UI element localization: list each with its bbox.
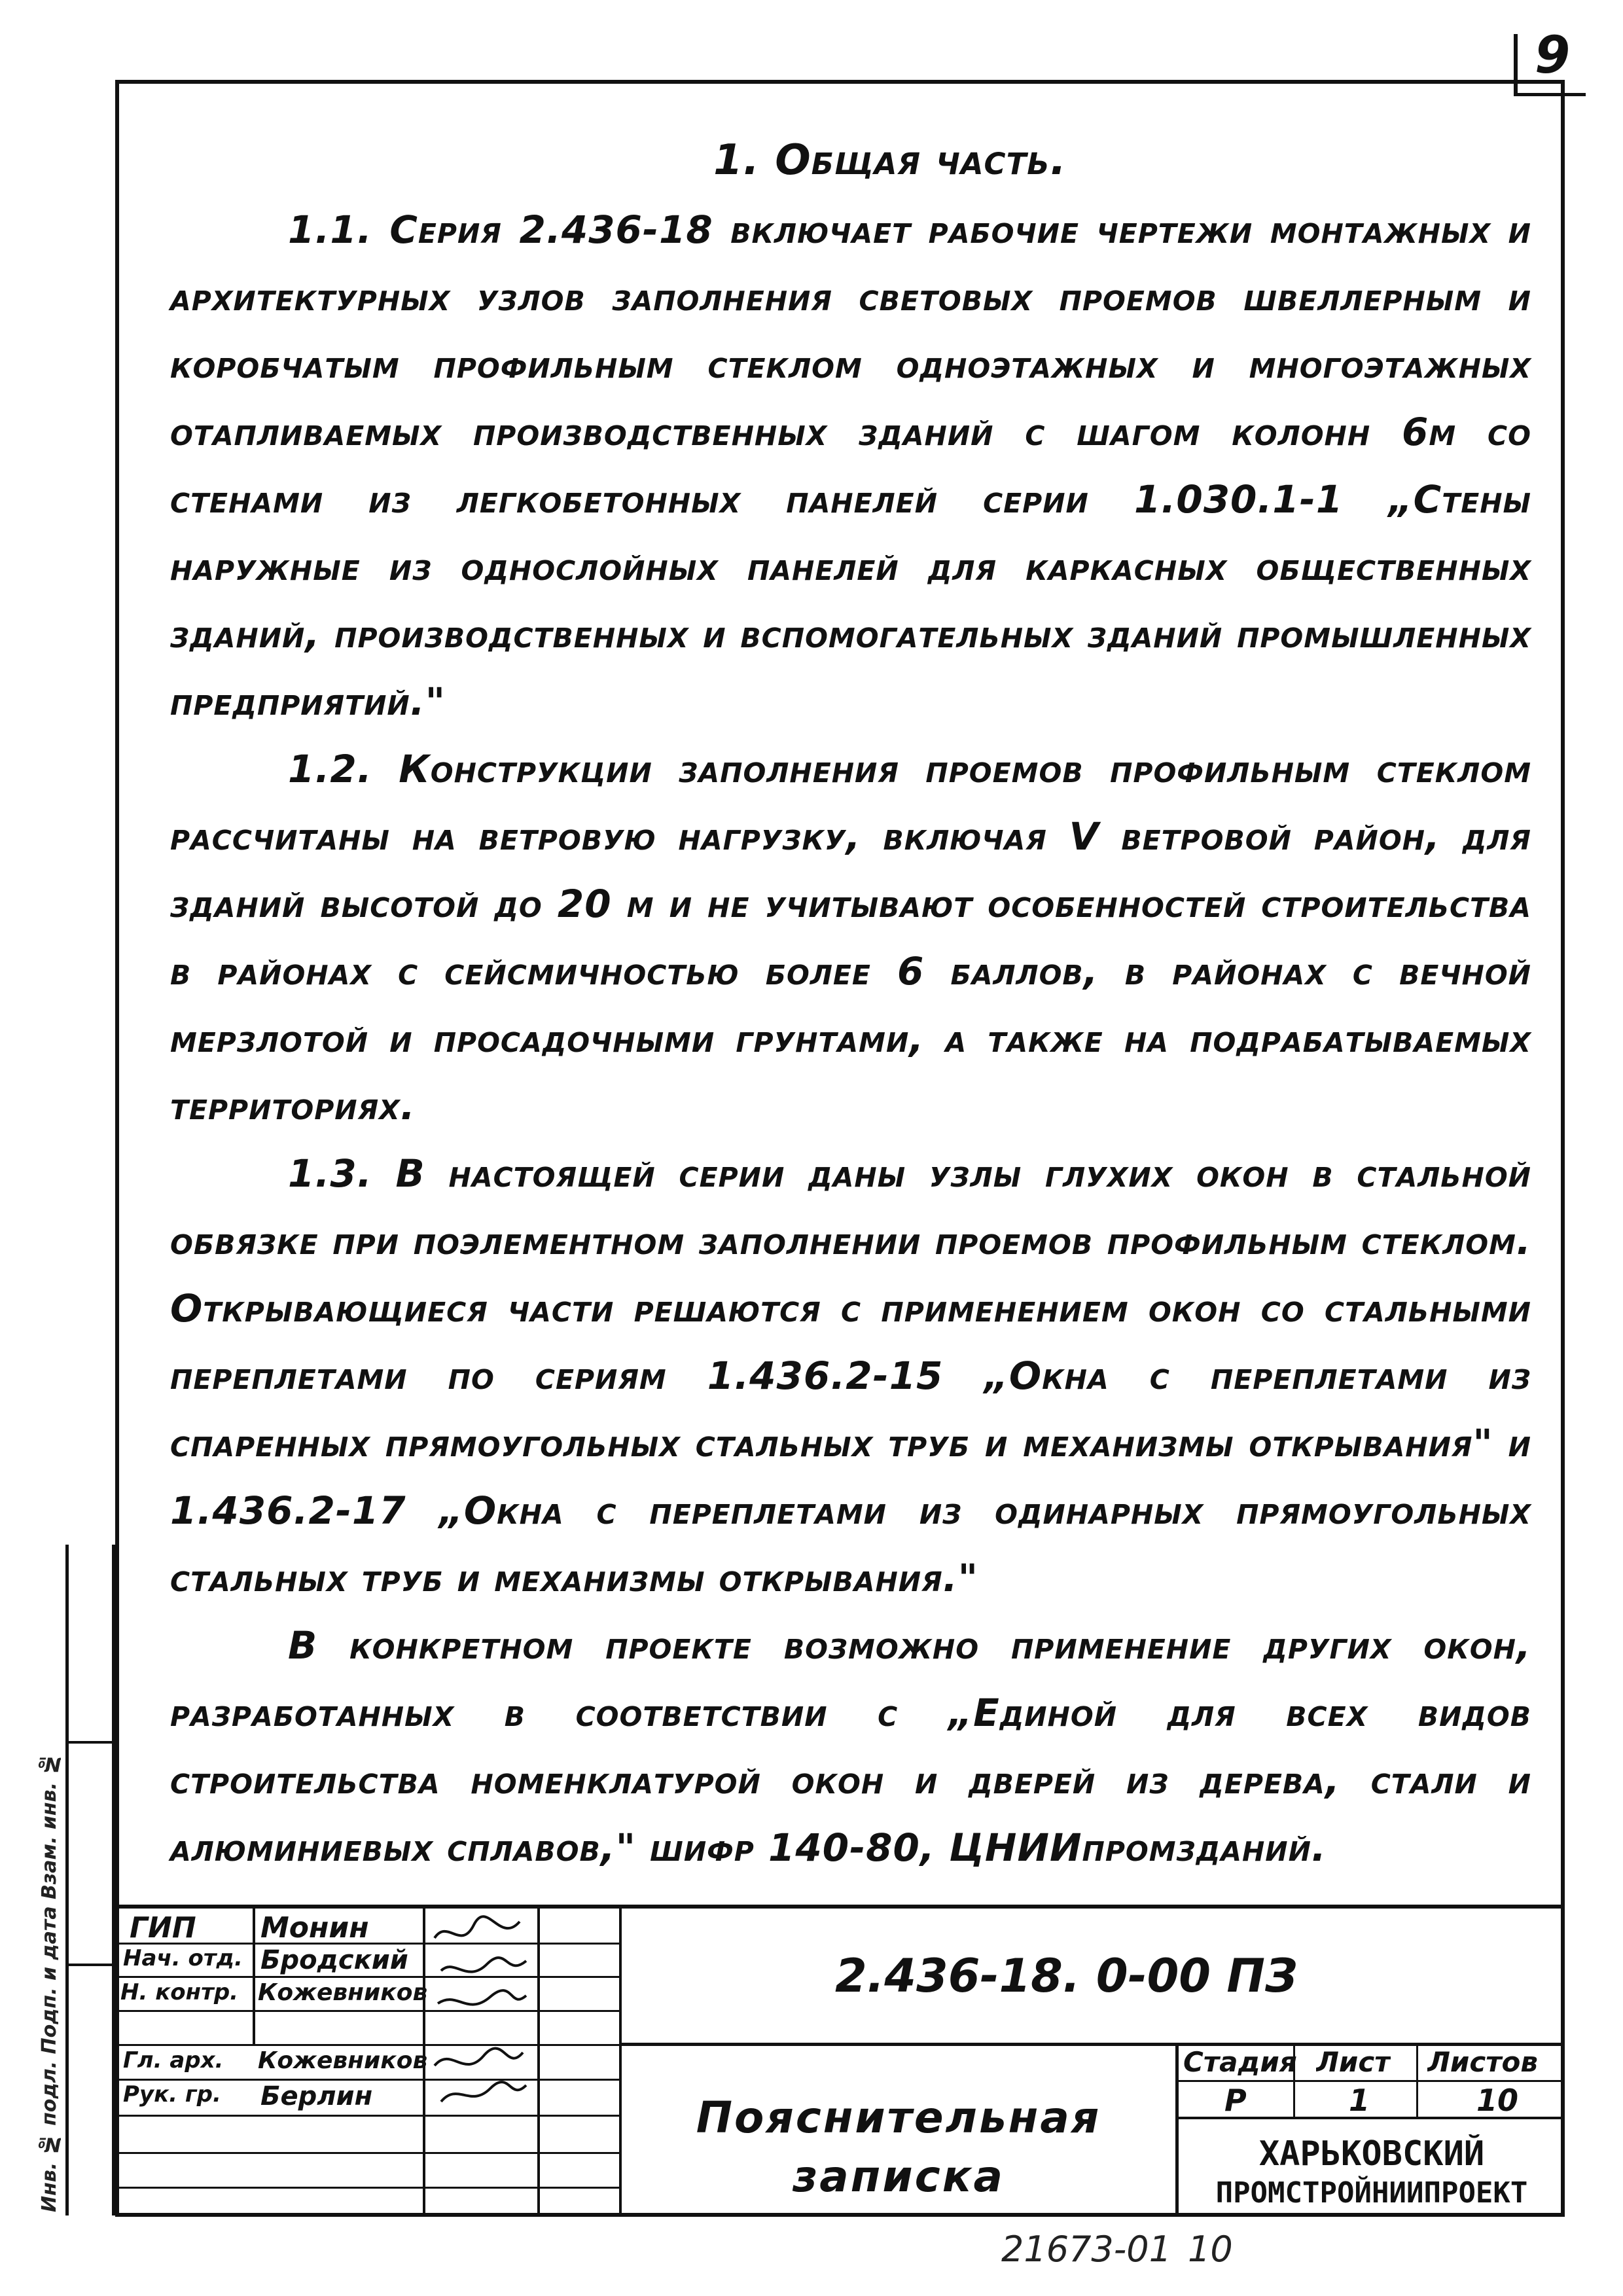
tb-line [1416,2043,1418,2119]
tb-line [115,1909,118,2217]
organization-line1: ХАРЬКОВСКИЙ [1258,2134,1485,2174]
name-group-lead: Берлин [260,2081,373,2111]
tb-line [115,2152,622,2154]
paragraph-1-1: 1.1. Серия 2.436-18 включает рабочие чертежи монтажных и архитектурных узлов заполнения световых проемов швеллерным и коробчатым профильным стеклом одноэтажных и многоэтажных отапливаемых производственных зданий с шагом колонн 6м со стенами из легкобетонных панелей серии 1.030.1-1 „Стены наружные из однослойных панелей для каркасных общественных зданий, производственных и вспомогательных зданий промышленных предприятий." [170,207,1531,724]
organization-line2: ПРОМСТРОЙНИИПРОЕКТ [1215,2176,1528,2210]
paragraph-1-2: 1.2. Конструкции заполнения проемов профильным стеклом рассчитаны на ветровую нагрузку, включая V ветровой район, для зданий высотой до 20 м и не учитывают особенностей строительства в районах с сейсмичностью более 6 баллов, в районах с вечной мерзлотой и просадочными грунтами, а также на подрабатываемых территориях. [170,747,1531,1128]
tb-line [115,2044,622,2046]
paragraph-1-3: 1.3. В настоящей серии даны узлы глухих окон в стальной обвязке при поэлементном заполнении проемов профильным стеклом. Открывающиеся части решаются с применением окон со стальными переплетами по сериям 1.436.2-15 „Окна с переплетами из спаренных прямоугольных стальных труб и механизмы открывания" и 1.436.2-17 „Окна с переплетами из одинарных прямоугольных стальных труб и механизмы открывания." [170,1151,1531,1600]
tb-line [1179,2080,1565,2082]
document-title-line1: Пояснительная [696,2092,1101,2143]
tb-line [622,2043,1565,2046]
tb-line [115,2187,622,2189]
tb-line [115,2010,622,2012]
stage-value: Р [1224,2083,1247,2118]
sheet-header: Лист [1316,2046,1391,2078]
tb-line [115,1976,622,1978]
sheets-header: Листов [1427,2046,1538,2078]
signatures-drawing [428,1912,533,2115]
name-dept-head: Бродский [260,1945,408,1975]
name-chief-architect: Кожевников [258,2047,428,2074]
tb-line [537,1909,540,2217]
tb-line [115,2079,622,2081]
role-gip: ГИП [130,1911,196,1945]
sheets-value: 10 [1476,2083,1519,2118]
document-title-line2: записка [792,2151,1005,2202]
name-gip: Монин [260,1911,369,1945]
role-group-lead: Рук. гр. [123,2081,221,2108]
binding-strip-text: Инв. № подл. Подп. и дата Взам. инв. № [38,1752,61,2212]
section-heading: 1. Общая часть. [713,136,1067,185]
name-norm-control: Кожевников [258,1979,428,2006]
role-chief-architect: Гл. арх. [123,2047,224,2073]
role-norm-control: Н. контр. [120,1979,239,2005]
page-number: 9 [1535,26,1571,85]
title-block [115,1905,1565,2217]
sheet-value: 1 [1349,2083,1370,2118]
role-dept-head: Нач. отд. [123,1945,243,1971]
paragraph-specific-project: В конкретном проекте возможно применение других окон, разработанных в соответствии с „Единой для всех видов строительства номенклатурой окон и дверей из дерева, стали и алюминиевых сплавов," шифр 140-80, ЦНИИпромзданий. [170,1623,1531,1870]
inventory-number: 10 [1188,2229,1233,2270]
document-designation: 2.436-18. 0-00 ПЗ [835,1949,1298,2003]
tb-line [115,2115,622,2117]
inventory-code: 21673-01 [1001,2229,1171,2270]
document-body [170,124,1531,1882]
stage-header: Стадия [1183,2046,1297,2078]
